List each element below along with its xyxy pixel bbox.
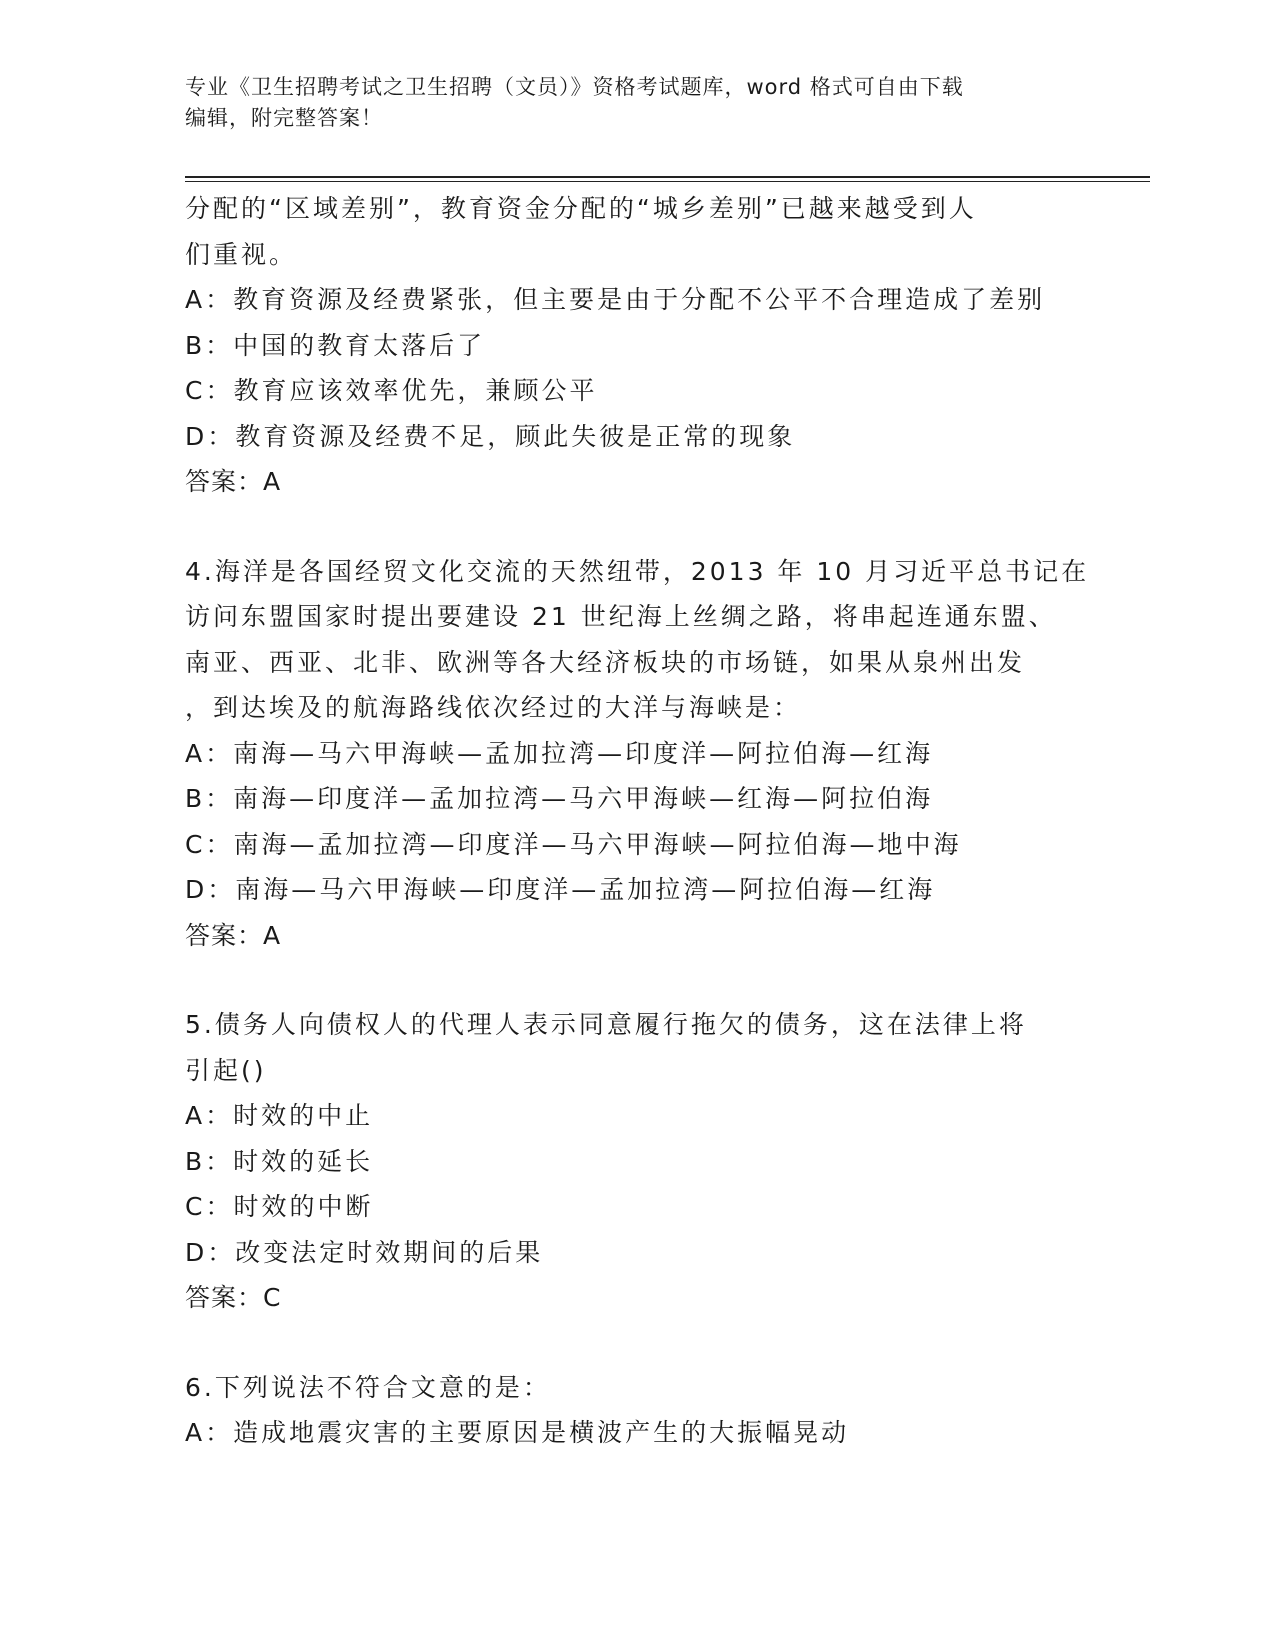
question-stem-line: 们重视。	[185, 239, 298, 269]
spacer	[185, 958, 1085, 1002]
option-d: D：教育资源及经费不足，顾此失彼是正常的现象	[185, 421, 796, 451]
option-a: A：教育资源及经费紧张，但主要是由于分配不公平不合理造成了差别	[185, 285, 1046, 314]
question-stem-line: 4.海洋是各国经贸文化交流的天然纽带，2013 年 10 月习近平总书记在	[185, 556, 1090, 586]
question-6	[185, 1365, 1085, 1456]
option-d: D：南海—马六甲海峡—印度洋—孟加拉湾—阿拉伯海—红海	[185, 875, 936, 904]
question-stem-line: ，到达埃及的航海路线依次经过的大洋与海峡是：	[185, 693, 802, 722]
answer-line: 答案：C	[185, 1283, 282, 1312]
question-stem-line: 访问东盟国家时提出要建设 21 世纪海上丝绸之路，将串起连通东盟、	[185, 602, 1057, 631]
question-stem-line: 5.债务人向债权人的代理人表示同意履行拖欠的债务，这在法律上将	[185, 1010, 1027, 1039]
option-d: D：改变法定时效期间的后果	[185, 1237, 544, 1267]
header-line-2: 编辑，附完整答案！	[185, 106, 383, 130]
option-b: B：时效的延长	[185, 1146, 374, 1176]
question-stem-line: 南亚、西亚、北非、欧洲等各大经济板块的市场链，如果从泉州出发	[185, 647, 1026, 677]
header-rule-thick	[185, 176, 1150, 178]
page-header	[185, 72, 1065, 134]
question-list	[185, 186, 1090, 1456]
option-a: A：南海—马六甲海峡—孟加拉湾—印度洋—阿拉伯海—红海	[185, 738, 934, 768]
option-a: A：造成地震灾害的主要原因是横波产生的大振幅晃动	[185, 1418, 850, 1447]
header-line-1: 专业《卫生招聘考试之卫生招聘（文员）》资格考试题库，word 格式可自由下载	[185, 75, 964, 99]
answer-line: 答案：A	[185, 920, 282, 950]
question-stem-line: 分配的“区域差别”，教育资金分配的“城乡差别”已越来越受到人	[185, 194, 977, 223]
spacer	[185, 505, 1085, 549]
option-a: A：时效的中止	[185, 1101, 374, 1130]
question-3	[185, 186, 1085, 505]
option-c: C：时效的中断	[185, 1192, 374, 1221]
question-5	[185, 1002, 1085, 1321]
option-b: B：中国的教育太落后了	[185, 330, 486, 360]
header-rule-thin	[185, 181, 1150, 182]
answer-line: 答案：A	[185, 467, 282, 496]
question-stem-line: 6.下列说法不符合文意的是：	[185, 1372, 551, 1402]
question-stem-line: 引起()	[185, 1055, 267, 1085]
option-c: C：南海—孟加拉湾—印度洋—马六甲海峡—阿拉伯海—地中海	[185, 829, 962, 859]
spacer	[185, 1321, 1085, 1365]
option-c: C：教育应该效率优先，兼顾公平	[185, 376, 598, 405]
option-b: B：南海—印度洋—孟加拉湾—马六甲海峡—红海—阿拉伯海	[185, 784, 934, 813]
question-4	[185, 549, 1090, 959]
